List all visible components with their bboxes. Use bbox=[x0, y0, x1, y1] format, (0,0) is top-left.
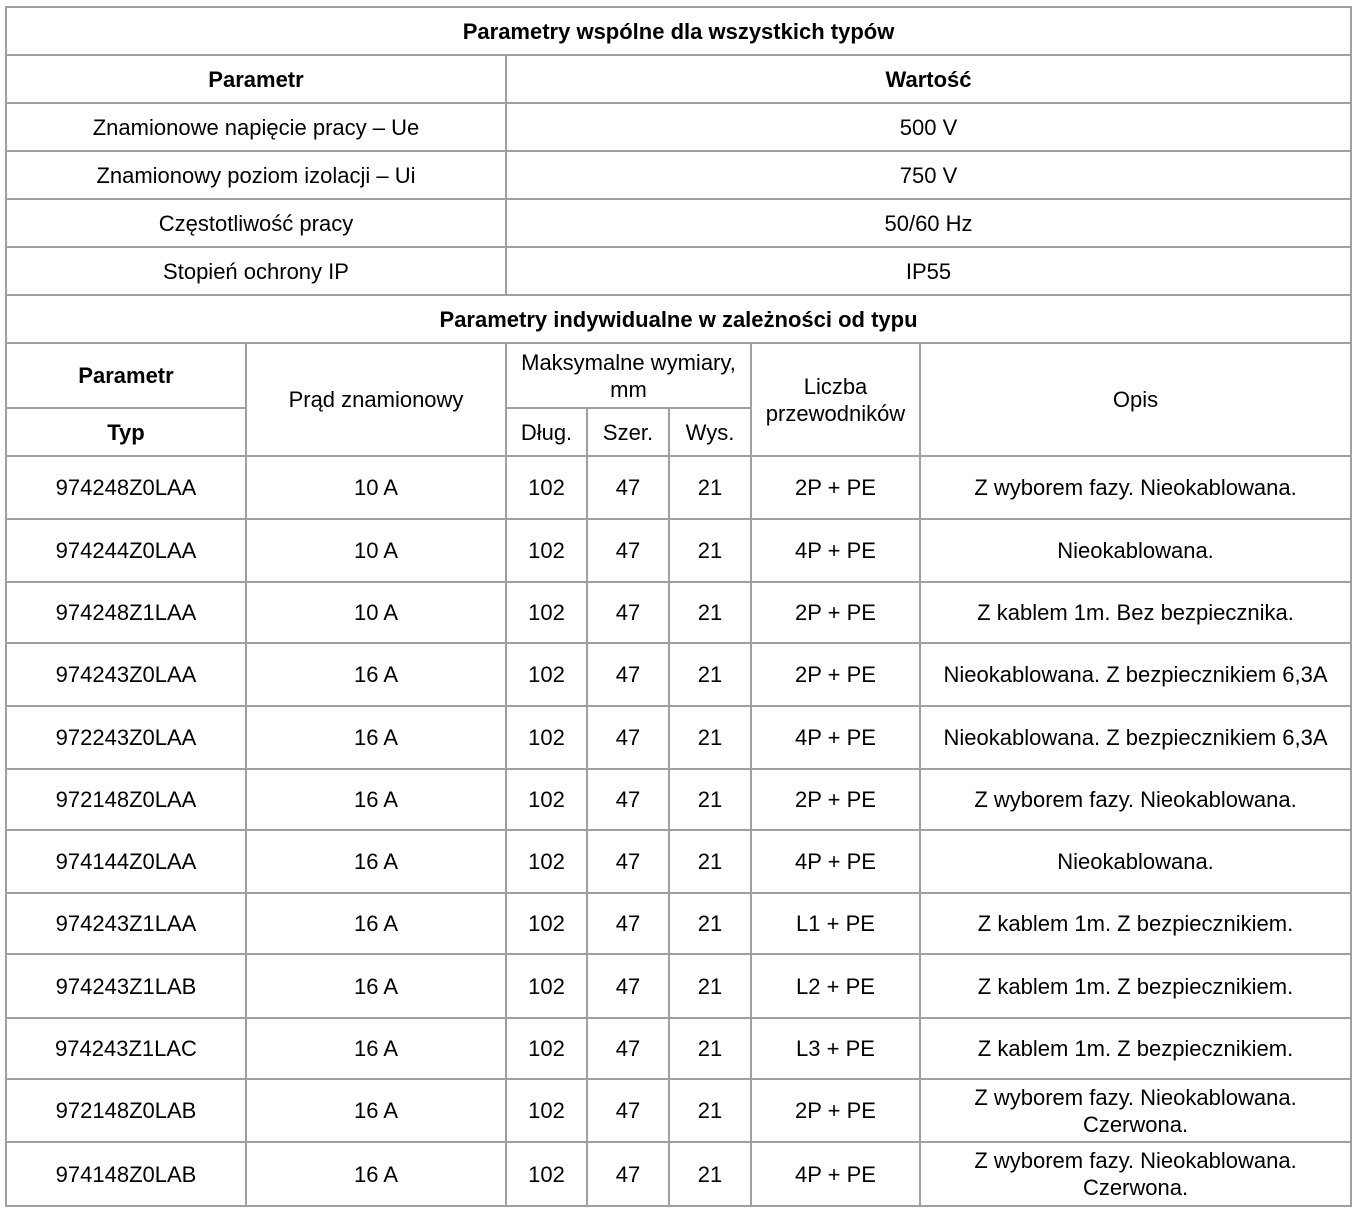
description-cell: Nieokablowana. bbox=[920, 519, 1351, 582]
current-cell: 16 A bbox=[246, 1142, 506, 1206]
wires-cell: L1 + PE bbox=[751, 893, 920, 954]
table-row bbox=[6, 893, 1351, 954]
height-cell: 21 bbox=[669, 893, 751, 954]
wires-cell: 4P + PE bbox=[751, 1142, 920, 1206]
width-cell: 47 bbox=[587, 582, 669, 643]
type-cell: 974248Z0LAA bbox=[6, 456, 246, 519]
common-param-cell: Stopień ochrony IP bbox=[6, 247, 506, 295]
table-row bbox=[6, 582, 1351, 643]
width-cell: 47 bbox=[587, 769, 669, 830]
current-cell: 16 A bbox=[246, 1018, 506, 1079]
individual-header-desc: Opis bbox=[920, 343, 1351, 456]
parameters-sheet bbox=[5, 6, 1350, 1207]
common-row bbox=[6, 103, 1351, 151]
common-section-title: Parametry wspólne dla wszystkich typów bbox=[6, 7, 1351, 55]
table-row bbox=[6, 519, 1351, 582]
height-cell: 21 bbox=[669, 643, 751, 706]
common-header-row bbox=[6, 55, 1351, 103]
description-cell: Z kablem 1m. Z bezpiecznikiem. bbox=[920, 954, 1351, 1018]
table-row bbox=[6, 1018, 1351, 1079]
width-cell: 47 bbox=[587, 643, 669, 706]
length-cell: 102 bbox=[506, 1018, 587, 1079]
wires-cell: 2P + PE bbox=[751, 1079, 920, 1142]
width-cell: 47 bbox=[587, 830, 669, 893]
individual-header-row-1 bbox=[6, 343, 1351, 408]
description-cell: Nieokablowana. Z bezpiecznikiem 6,3A bbox=[920, 643, 1351, 706]
description-cell: Nieokablowana. Z bezpiecznikiem 6,3A bbox=[920, 706, 1351, 769]
length-cell: 102 bbox=[506, 706, 587, 769]
table-row bbox=[6, 954, 1351, 1018]
wires-cell: 4P + PE bbox=[751, 706, 920, 769]
individual-header-current: Prąd znamionowy bbox=[246, 343, 506, 456]
height-cell: 21 bbox=[669, 519, 751, 582]
height-cell: 21 bbox=[669, 1142, 751, 1206]
width-cell: 47 bbox=[587, 1079, 669, 1142]
type-cell: 974144Z0LAA bbox=[6, 830, 246, 893]
length-cell: 102 bbox=[506, 1142, 587, 1206]
individual-header-len: Dług. bbox=[506, 408, 587, 456]
current-cell: 16 A bbox=[246, 830, 506, 893]
common-param-cell: Znamionowe napięcie pracy – Ue bbox=[6, 103, 506, 151]
description-cell: Nieokablowana. bbox=[920, 830, 1351, 893]
description-cell: Z wyborem fazy. Nieokablowana. bbox=[920, 769, 1351, 830]
length-cell: 102 bbox=[506, 456, 587, 519]
current-cell: 10 A bbox=[246, 519, 506, 582]
common-param-cell: Znamionowy poziom izolacji – Ui bbox=[6, 151, 506, 199]
description-cell: Z kablem 1m. Z bezpiecznikiem. bbox=[920, 1018, 1351, 1079]
wires-cell: 4P + PE bbox=[751, 830, 920, 893]
common-header-value: Wartość bbox=[506, 55, 1351, 103]
wires-cell: 2P + PE bbox=[751, 456, 920, 519]
common-row bbox=[6, 199, 1351, 247]
individual-title-row bbox=[6, 295, 1351, 343]
individual-header-wires: Liczba przewodników bbox=[751, 343, 920, 456]
length-cell: 102 bbox=[506, 582, 587, 643]
width-cell: 47 bbox=[587, 1142, 669, 1206]
wires-cell: L2 + PE bbox=[751, 954, 920, 1018]
individual-header-param: Parametr bbox=[6, 343, 246, 408]
individual-header-type: Typ bbox=[6, 408, 246, 456]
type-cell: 974243Z1LAC bbox=[6, 1018, 246, 1079]
length-cell: 102 bbox=[506, 954, 587, 1018]
wires-cell: 2P + PE bbox=[751, 643, 920, 706]
current-cell: 16 A bbox=[246, 643, 506, 706]
width-cell: 47 bbox=[587, 1018, 669, 1079]
description-cell: Z wyborem fazy. Nieokablowana. bbox=[920, 456, 1351, 519]
width-cell: 47 bbox=[587, 519, 669, 582]
current-cell: 16 A bbox=[246, 893, 506, 954]
length-cell: 102 bbox=[506, 1079, 587, 1142]
common-value-cell: 750 V bbox=[506, 151, 1351, 199]
wires-cell: 2P + PE bbox=[751, 769, 920, 830]
height-cell: 21 bbox=[669, 456, 751, 519]
table-row bbox=[6, 1142, 1351, 1206]
type-cell: 972148Z0LAA bbox=[6, 769, 246, 830]
current-cell: 16 A bbox=[246, 1079, 506, 1142]
height-cell: 21 bbox=[669, 582, 751, 643]
common-value-cell: IP55 bbox=[506, 247, 1351, 295]
table-row bbox=[6, 456, 1351, 519]
height-cell: 21 bbox=[669, 1079, 751, 1142]
common-value-cell: 500 V bbox=[506, 103, 1351, 151]
height-cell: 21 bbox=[669, 954, 751, 1018]
current-cell: 16 A bbox=[246, 954, 506, 1018]
current-cell: 10 A bbox=[246, 456, 506, 519]
height-cell: 21 bbox=[669, 706, 751, 769]
description-cell: Z kablem 1m. Bez bezpiecznika. bbox=[920, 582, 1351, 643]
width-cell: 47 bbox=[587, 954, 669, 1018]
type-cell: 974243Z0LAA bbox=[6, 643, 246, 706]
common-value-cell: 50/60 Hz bbox=[506, 199, 1351, 247]
description-cell: Z wyborem fazy. Nieokablowana. Czerwona. bbox=[920, 1079, 1351, 1142]
width-cell: 47 bbox=[587, 706, 669, 769]
table-row bbox=[6, 1079, 1351, 1142]
individual-header-dims: Maksymalne wymiary, mm bbox=[506, 343, 751, 408]
current-cell: 10 A bbox=[246, 582, 506, 643]
type-cell: 972243Z0LAA bbox=[6, 706, 246, 769]
current-cell: 16 A bbox=[246, 706, 506, 769]
type-cell: 974243Z1LAA bbox=[6, 893, 246, 954]
parameters-table bbox=[5, 6, 1352, 1207]
length-cell: 102 bbox=[506, 830, 587, 893]
common-title-row bbox=[6, 7, 1351, 55]
table-row bbox=[6, 769, 1351, 830]
wires-cell: L3 + PE bbox=[751, 1018, 920, 1079]
length-cell: 102 bbox=[506, 643, 587, 706]
width-cell: 47 bbox=[587, 893, 669, 954]
table-row bbox=[6, 706, 1351, 769]
wires-cell: 4P + PE bbox=[751, 519, 920, 582]
length-cell: 102 bbox=[506, 519, 587, 582]
height-cell: 21 bbox=[669, 830, 751, 893]
type-cell: 974148Z0LAB bbox=[6, 1142, 246, 1206]
common-header-param: Parametr bbox=[6, 55, 506, 103]
common-row bbox=[6, 247, 1351, 295]
individual-header-hei: Wys. bbox=[669, 408, 751, 456]
common-param-cell: Częstotliwość pracy bbox=[6, 199, 506, 247]
table-row bbox=[6, 830, 1351, 893]
height-cell: 21 bbox=[669, 1018, 751, 1079]
wires-cell: 2P + PE bbox=[751, 582, 920, 643]
type-cell: 972148Z0LAB bbox=[6, 1079, 246, 1142]
individual-header-wid: Szer. bbox=[587, 408, 669, 456]
height-cell: 21 bbox=[669, 769, 751, 830]
type-cell: 974243Z1LAB bbox=[6, 954, 246, 1018]
length-cell: 102 bbox=[506, 893, 587, 954]
type-cell: 974244Z0LAA bbox=[6, 519, 246, 582]
length-cell: 102 bbox=[506, 769, 587, 830]
individual-section-title: Parametry indywidualne w zależności od typu bbox=[6, 295, 1351, 343]
width-cell: 47 bbox=[587, 456, 669, 519]
type-cell: 974248Z1LAA bbox=[6, 582, 246, 643]
description-cell: Z wyborem fazy. Nieokablowana. Czerwona. bbox=[920, 1142, 1351, 1206]
description-cell: Z kablem 1m. Z bezpiecznikiem. bbox=[920, 893, 1351, 954]
table-row bbox=[6, 643, 1351, 706]
common-row bbox=[6, 151, 1351, 199]
current-cell: 16 A bbox=[246, 769, 506, 830]
